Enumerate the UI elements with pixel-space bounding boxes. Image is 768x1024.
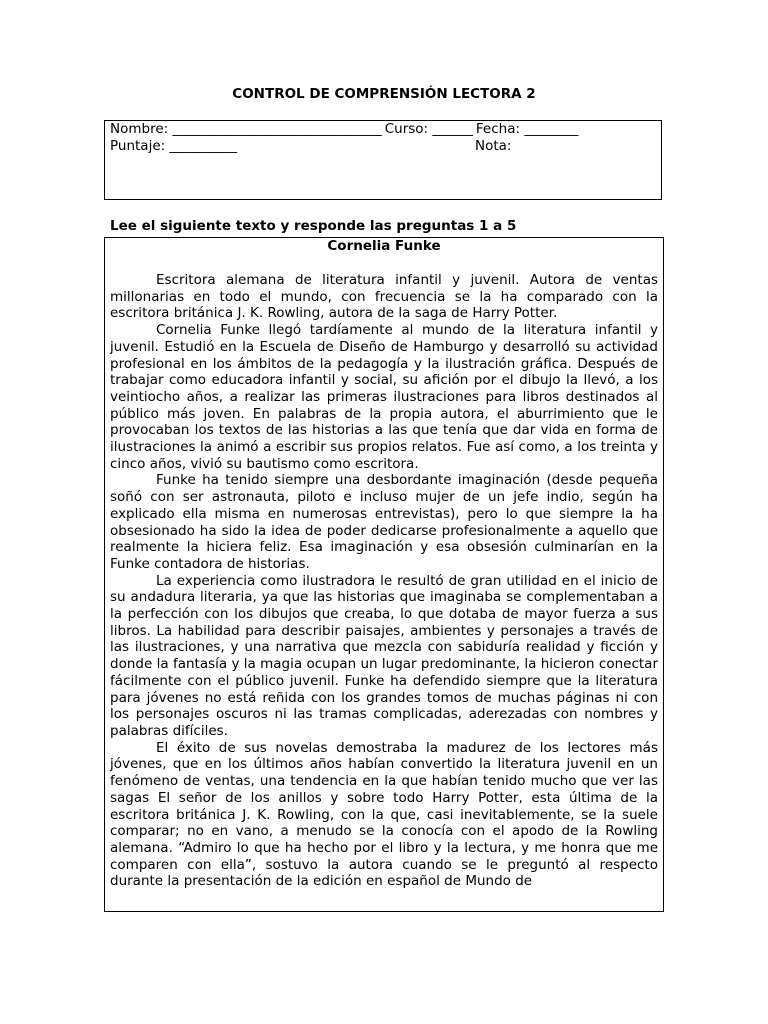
student-info-row-1 bbox=[110, 121, 656, 138]
student-info-box bbox=[104, 120, 662, 200]
course-field[interactable]: Curso: ______ bbox=[384, 121, 473, 137]
score-field[interactable]: Puntaje: __________ bbox=[110, 138, 237, 154]
reading-paragraph-4: La experiencia como ilustradora le resultó de gran utilidad en el inicio de su andadura literaria, ya que las historias que imaginaba se complementaban a la perfección con los dibujos que creaba, lo que dotaba de mayor fuerza a sus libros. La habilidad para describir paisajes, ambientes y personajes a través de las ilustraciones, y una narrativa que mezcla con sabiduría realidad y ficción y donde la fantasía y la magia ocupan un lugar predominante, la hicieron conectar fácilmente con el público juvenil. Funke ha defendido siempre que la literatura para jóvenes no está reñida con los grandes tomos de muchas páginas ni con los personajes oscuros ni las tramas complicadas, aderezadas con nombres y palabras difíciles. bbox=[110, 572, 658, 739]
name-field[interactable]: Nombre: _______________________________ bbox=[110, 121, 382, 137]
grade-field[interactable]: Nota: bbox=[475, 138, 512, 154]
student-info-row-2 bbox=[110, 138, 656, 155]
reading-paragraph-5: El éxito de sus novelas demostraba la madurez de los lectores más jóvenes, que en los últimos años habían convertido la literatura juvenil en un fenómeno de ventas, una tendencia en la que habían tenido mucho que ver las sagas El señor de los anillos y sobre todo Harry Potter, esta última de la escritora británica J. K. Rowling, con la que, casi inevitablemente, se la suele comparar; no en vano, a menudo se la conocía con el apodo de la Rowling alemana. “Admiro lo que ha hecho por el libro y la lectura, y me honra que me comparen con ella”, sostuvo la autora cuando se le preguntó al respecto durante la presentación de la edición en español de Mundo de bbox=[110, 739, 658, 890]
instruction-text: Lee el siguiente texto y responde las preguntas 1 a 5 bbox=[110, 218, 517, 234]
reading-paragraph-3: Funke ha tenido siempre una desbordante imaginación (desde pequeña soñó con ser astronauta, piloto e incluso mujer de un jefe indio, según ha explicado ella misma en numerosas entrevistas), pero lo que siempre la ha obsesionado ha sido la idea de poder dedicarse profesionalmente a aquello que realmente la hiciera feliz. Esa imaginación y esa obsesión culminarían en la Funke contadora de historias. bbox=[110, 472, 658, 572]
reading-text-box bbox=[104, 237, 664, 912]
page-title: CONTROL DE COMPRENSIÓN LECTORA 2 bbox=[232, 86, 536, 102]
reading-paragraph-1: Escritora alemana de literatura infantil y juvenil. Autora de ventas millonarias en todo el mundo, con frecuencia se la ha comparado con la escritora británica J. K. Rowling, autora de la saga de Harry Potter. bbox=[110, 272, 658, 322]
reading-title: Cornelia Funke bbox=[327, 238, 441, 254]
date-field[interactable]: Fecha: ________ bbox=[475, 121, 579, 137]
reading-paragraph-2: Cornelia Funke llegó tardíamente al mundo de la literatura infantil y juvenil. Estudió en la Escuela de Diseño de Hamburgo y desarrolló su actividad profesional en los ámbitos de la pedagogía y la ilustración gráfica. Después de trabajar como educadora infantil y social, su afición por el dibujo la llevó, a los veintiocho años, a realizar las primeras ilustraciones para libros destinados al público más joven. En palabras de la propia autora, el aburrimiento que le provocaban los textos de las historias a las que tenía que dar vida en forma de ilustraciones la animó a escribir sus propios relatos. Fue así como, a los treinta y cinco años, vivió su bautismo como escritora. bbox=[110, 322, 658, 472]
